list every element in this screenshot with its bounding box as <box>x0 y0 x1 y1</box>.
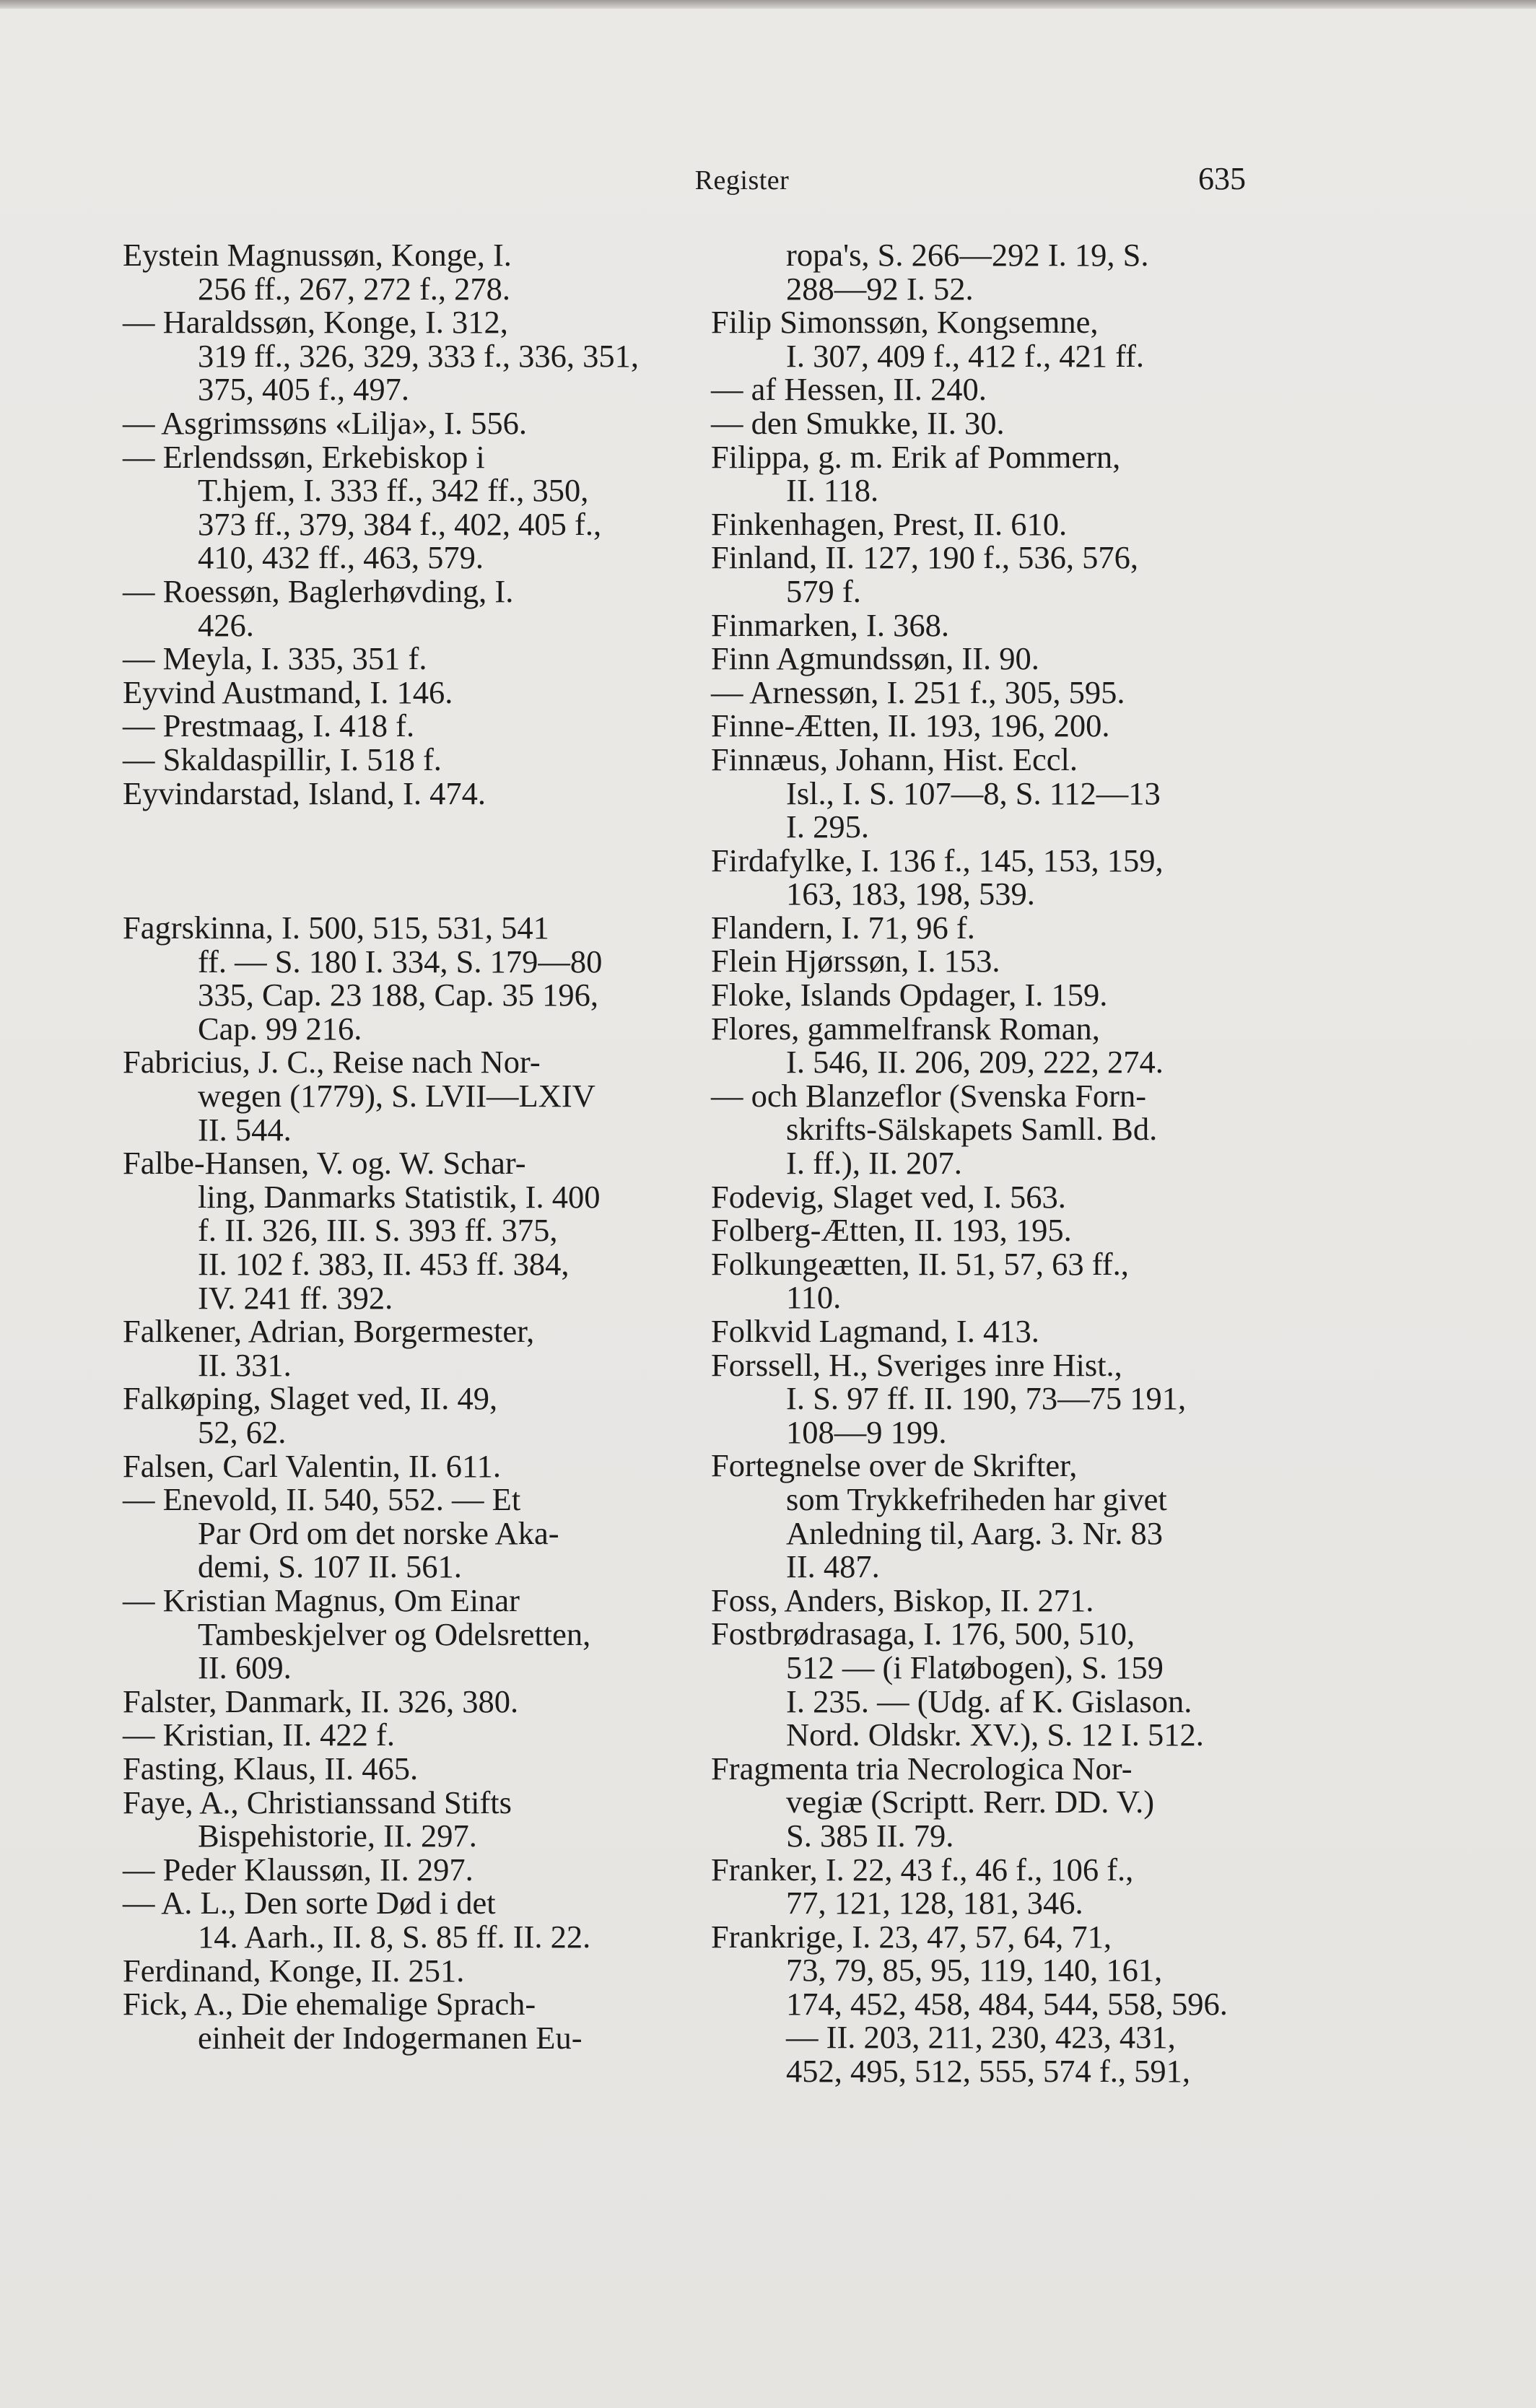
index-entry <box>711 1449 1260 1583</box>
index-entry-line: 174, 452, 458, 484, 544, 558, 596. <box>786 1985 1228 2022</box>
index-entry-line: — Meyla, I. 335, 351 f. <box>123 640 427 677</box>
index-entry-line: — Skaldaspillir, I. 518 f. <box>123 741 442 777</box>
index-entry-line: I. ff.), II. 207. <box>786 1145 962 1182</box>
index-entry-line: — II. 203, 211, 230, 423, 431, <box>786 2019 1176 2056</box>
index-entry <box>123 238 671 305</box>
index-entry-line: 77, 121, 128, 181, 346. <box>786 1885 1083 1921</box>
index-entry <box>123 709 671 743</box>
index-entry-line: — Enevold, II. 540, 552. — Et <box>123 1481 521 1518</box>
index-entry-line: Finn Agmundssøn, II. 90. <box>711 640 1039 677</box>
index-entry-line: 375, 405 f., 497. <box>198 371 409 408</box>
index-entry-line: — Kristian, II. 422 f. <box>123 1716 395 1753</box>
index-entry <box>123 673 671 710</box>
index-entry-line: Finland, II. 127, 190 f., 536, 576, <box>711 539 1139 576</box>
index-entry-line: — den Smukke, II. 30. <box>711 404 1005 441</box>
index-entry-line: II. 118. <box>786 472 879 509</box>
index-entry-line: Fostbrødrasaga, I. 176, 500, 510, <box>711 1615 1135 1652</box>
index-entry-line: — Arnessøn, I. 251 f., 305, 595. <box>711 673 1125 710</box>
index-entry-line: ropa's, S. 266—292 I. 19, S. <box>786 237 1149 273</box>
index-entry-line: II. 331. <box>198 1346 292 1383</box>
index-entry-line: Tambeskjelver og Odelsretten, <box>198 1615 591 1652</box>
index-entry-line: — Kristian Magnus, Om Einar <box>123 1582 520 1618</box>
index-entry-line: Folberg-Ætten, II. 193, 195. <box>711 1212 1072 1249</box>
index-entry-line: Fasting, Klaus, II. 465. <box>123 1750 419 1787</box>
index-entry-line: 256 ff., 267, 272 f., 278. <box>198 270 511 307</box>
index-entry-line: 108—9 199. <box>786 1413 947 1450</box>
index-entry <box>123 1382 671 1449</box>
index-entry-line: Par Ord om det norske Aka- <box>198 1514 559 1551</box>
index-entry <box>123 1853 671 1887</box>
index-entry-line: Falkener, Adrian, Borgermester, <box>123 1313 535 1350</box>
index-entry-line: Fagrskinna, I. 500, 515, 531, 541 <box>123 909 549 946</box>
index-entry <box>711 372 1260 406</box>
index-entry <box>123 777 671 811</box>
index-entry-line: f. II. 326, III. S. 393 ff. 375, <box>198 1212 558 1249</box>
index-entry <box>711 507 1260 541</box>
index-entry <box>123 1718 671 1752</box>
index-entry-line: Finne-Ætten, II. 193, 196, 200. <box>711 707 1110 744</box>
index-entry-line: Folkungeætten, II. 51, 57, 63 ff., <box>711 1245 1129 1282</box>
index-entry <box>711 911 1260 945</box>
index-entry <box>711 1920 1260 2088</box>
index-entry-line: II. 487. <box>786 1548 880 1585</box>
index-entry-line: II. 544. <box>198 1111 292 1148</box>
index-entry-line: IV. 241 ff. 392. <box>198 1279 393 1316</box>
index-entry <box>711 406 1260 440</box>
index-entry <box>123 1483 671 1584</box>
index-entry <box>123 1954 671 1988</box>
index-entry <box>711 1079 1260 1180</box>
scan-edge <box>0 0 1536 9</box>
index-entry-line: — af Hessen, II. 240. <box>711 371 987 408</box>
index-entry-line: 73, 79, 85, 95, 119, 140, 161, <box>786 1952 1163 1989</box>
index-entry-line: 14. Aarh., II. 8, S. 85 ff. II. 22. <box>198 1918 591 1955</box>
index-entry-line: I. 307, 409 f., 412 f., 421 ff. <box>786 337 1145 374</box>
index-entry-line: 288—92 I. 52. <box>786 270 974 307</box>
index-entry-line: 579 f. <box>786 572 861 609</box>
index-entry-line: demi, S. 107 II. 561. <box>198 1548 462 1585</box>
index-entry-line: Eyvindarstad, Island, I. 474. <box>123 775 486 811</box>
index-entry-line: Finnæus, Johann, Hist. Eccl. <box>711 741 1078 777</box>
index-entry-line: Franker, I. 22, 43 f., 46 f., 106 f., <box>711 1851 1134 1888</box>
index-entry <box>711 305 1260 372</box>
index-entry-line: — Erlendssøn, Erkebiskop i <box>123 438 485 475</box>
index-entry-line: Ferdinand, Konge, II. 251. <box>123 1952 465 1989</box>
index-entry-line: Fortegnelse over de Skrifter, <box>711 1447 1078 1484</box>
index-entry-line: Flores, gammelfransk Roman, <box>711 1010 1100 1047</box>
index-entry <box>123 1584 671 1685</box>
index-entry-line: Isl., I. S. 107—8, S. 112—13 <box>786 775 1161 811</box>
index-entry <box>711 1752 1260 1853</box>
index-entry <box>711 673 1260 710</box>
index-entry-line: II. 102 f. 383, II. 453 ff. 384, <box>198 1246 570 1283</box>
index-entry <box>711 440 1260 507</box>
index-entry-line: II. 609. <box>198 1649 292 1686</box>
index-column-left <box>123 238 671 2054</box>
index-entry-line: Filippa, g. m. Erik af Pommern, <box>711 438 1121 475</box>
index-entry <box>123 440 671 575</box>
index-entry-line: Fabricius, J. C., Reise nach Nor- <box>123 1044 541 1081</box>
index-entry-line: 52, 62. <box>198 1414 287 1450</box>
index-entry <box>123 1886 671 1953</box>
index-entry <box>711 1348 1260 1449</box>
index-entry <box>711 1314 1260 1348</box>
index-entry-line: Frankrige, I. 23, 47, 57, 64, 71, <box>711 1918 1112 1955</box>
section-gap <box>123 810 671 911</box>
index-entry-line: I. 235. — (Udg. af K. Gislason. <box>786 1683 1192 1719</box>
index-entry <box>123 1045 671 1146</box>
index-entry-line: Flandern, I. 71, 96 f. <box>711 909 975 946</box>
index-entry <box>711 1247 1260 1314</box>
index-entry-line: 110. <box>786 1279 842 1316</box>
index-entry <box>711 1213 1260 1247</box>
index-entry <box>123 572 671 643</box>
index-entry-line: Forssell, H., Sveriges inre Hist., <box>711 1346 1122 1383</box>
index-entry-line: — Haraldssøn, Konge, I. 312, <box>123 304 508 341</box>
index-entry-line: Cap. 99 216. <box>198 1010 362 1047</box>
index-entry-line: Bispehistorie, II. 297. <box>198 1818 477 1854</box>
index-entry <box>123 743 671 777</box>
index-entry-line: Falbe-Hansen, V. og. W. Schar- <box>123 1145 526 1182</box>
index-entry-line: Foss, Anders, Biskop, II. 271. <box>711 1582 1094 1618</box>
index-entry <box>123 1987 671 2054</box>
index-entry-line: ling, Danmarks Statistik, I. 400 <box>198 1178 601 1215</box>
index-entry <box>123 1752 671 1786</box>
index-entry-line: 410, 432 ff., 463, 579. <box>198 539 484 576</box>
running-head: Register <box>694 165 790 196</box>
index-entry <box>711 709 1260 743</box>
index-entry-line: 373 ff., 379, 384 f., 402, 405 f., <box>198 505 602 542</box>
index-entry <box>711 844 1260 911</box>
index-entry <box>123 1449 671 1483</box>
index-entry-line: 163, 183, 198, 539. <box>786 876 1035 912</box>
index-entry <box>123 642 671 676</box>
index-entry-line: 512 — (i Flatøbogen), S. 159 <box>786 1649 1164 1685</box>
index-entry-line: 452, 495, 512, 555, 574 f., 591, <box>786 2053 1190 2090</box>
index-entry-line: 319 ff., 326, 329, 333 f., 336, 351, <box>198 337 640 374</box>
index-entry-line: Falkøping, Slaget ved, II. 49, <box>123 1380 498 1417</box>
index-column-right <box>711 238 1260 2088</box>
index-entry-line: I. 295. <box>786 808 869 845</box>
index-entry-line: Falster, Danmark, II. 326, 380. <box>123 1683 519 1719</box>
index-entry-line: — Roessøn, Baglerhøvding, I. <box>123 572 514 609</box>
index-entry-line: I. 546, II. 206, 209, 222, 274. <box>786 1044 1164 1081</box>
index-entry <box>711 1180 1260 1214</box>
index-entry <box>711 1012 1260 1079</box>
index-entry-line: Filip Simonssøn, Kongsemne, <box>711 304 1099 341</box>
index-entry-line: — och Blanzeflor (Svenska Forn- <box>711 1077 1147 1114</box>
index-entry-line: wegen (1779), S. LVII—LXIV <box>198 1078 595 1114</box>
index-entry-line: Fragmenta tria Necrologica Nor- <box>711 1750 1133 1787</box>
index-entry-line: Floke, Islands Opdager, I. 159. <box>711 977 1108 1013</box>
index-entry <box>711 1617 1260 1751</box>
index-entry-line: Eystein Magnussøn, Konge, I. <box>123 237 512 273</box>
index-entry <box>711 978 1260 1012</box>
index-entry <box>711 1853 1260 1920</box>
index-entry-line: Finmarken, I. 368. <box>711 606 949 643</box>
index-entry-line: T.hjem, I. 333 ff., 342 ff., 350, <box>198 472 589 509</box>
index-entry <box>123 305 671 406</box>
index-entry-line: vegiæ (Scriptt. Rerr. DD. V.) <box>786 1784 1155 1820</box>
index-entry-line: ff. — S. 180 I. 334, S. 179—80 <box>198 943 603 980</box>
index-entry-line: Fodevig, Slaget ved, I. 563. <box>711 1178 1066 1215</box>
index-entry-line: — Peder Klaussøn, II. 297. <box>123 1851 474 1888</box>
index-entry-line: Flein Hjørssøn, I. 153. <box>711 943 1000 980</box>
page-number: 635 <box>1198 161 1246 196</box>
index-entry <box>123 406 671 440</box>
index-entry-line: Faye, A., Christianssand Stifts <box>123 1784 512 1820</box>
index-entry <box>711 608 1260 642</box>
index-entry <box>711 944 1260 978</box>
index-entry <box>711 541 1260 608</box>
index-entry <box>123 1146 671 1314</box>
index-entry <box>123 911 671 1045</box>
index-entry-line: Anledning til, Aarg. 3. Nr. 83 <box>786 1514 1164 1551</box>
index-entry-line: Nord. Oldskr. XV.), S. 12 I. 512. <box>786 1716 1204 1753</box>
index-entry-line: Finkenhagen, Prest, II. 610. <box>711 505 1068 542</box>
index-entry-line: 426. <box>198 606 254 643</box>
index-entry <box>123 1314 671 1382</box>
index-entry <box>711 1584 1260 1618</box>
index-entry-line: Eyvind Austmand, I. 146. <box>123 673 453 710</box>
index-entry-line: — Asgrimssøns «Lilja», I. 556. <box>123 404 527 441</box>
index-entry <box>123 1786 671 1853</box>
index-entry <box>711 238 1260 305</box>
index-entry-line: Folkvid Lagmand, I. 413. <box>711 1313 1039 1349</box>
index-entry <box>123 1685 671 1719</box>
index-entry-line: I. S. 97 ff. II. 190, 73—75 191, <box>786 1380 1187 1417</box>
index-entry-line: — A. L., Den sorte Død i det <box>123 1885 496 1921</box>
index-entry-line: Falsen, Carl Valentin, II. 611. <box>123 1447 502 1484</box>
index-entry-line: som Trykkefriheden har givet <box>786 1480 1167 1517</box>
index-entry-line: S. 385 II. 79. <box>786 1817 954 1854</box>
index-entry-line: Firdafylke, I. 136 f., 145, 153, 159, <box>711 842 1164 878</box>
index-entry-line: einheit der Indogermanen Eu- <box>198 2019 582 2056</box>
index-entry-line: Fick, A., Die ehemalige Sprach- <box>123 1986 536 2023</box>
index-entry <box>711 743 1260 844</box>
index-entry-line: — Prestmaag, I. 418 f. <box>123 707 415 744</box>
index-entry <box>711 642 1260 676</box>
index-entry-line: skrifts-Sälskapets Samll. Bd. <box>786 1111 1158 1148</box>
index-entry-line: 335, Cap. 23 188, Cap. 35 196, <box>198 977 598 1013</box>
